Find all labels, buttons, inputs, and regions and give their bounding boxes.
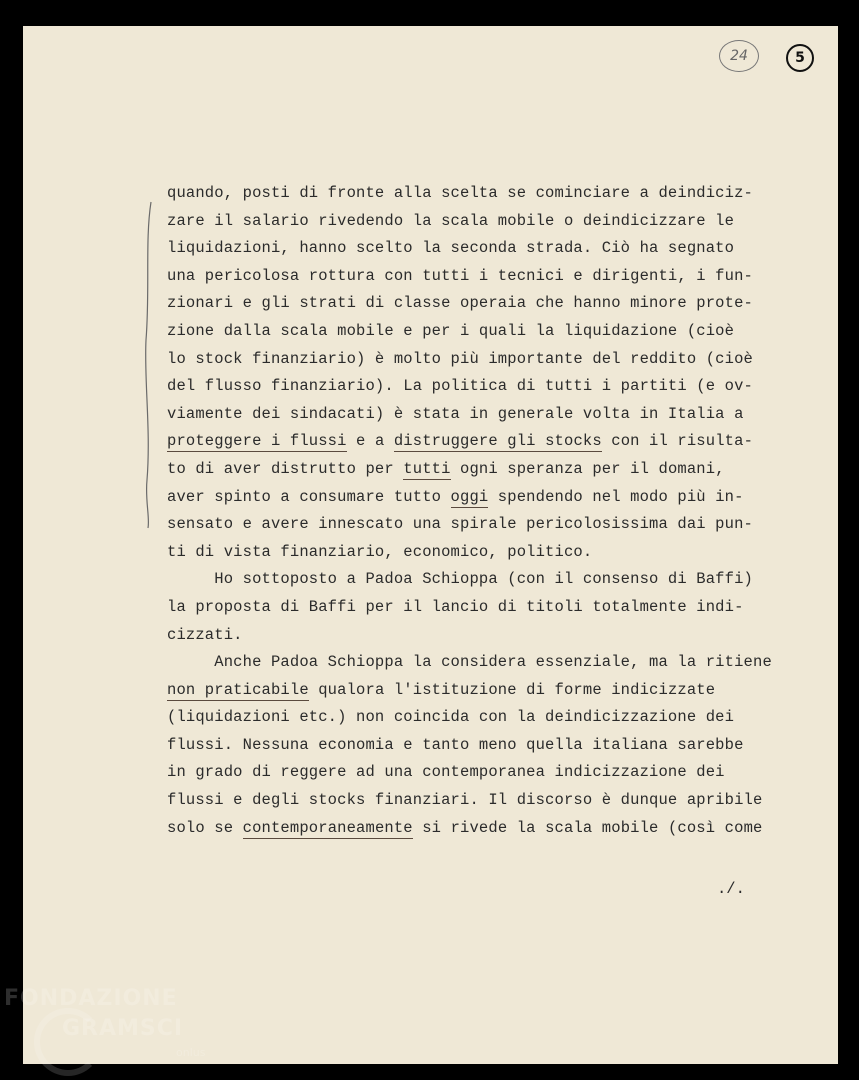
underlined-phrase: proteggere i flussi [167, 432, 347, 451]
text-line [167, 594, 777, 622]
watermark-line-1: FONDAZIONE [4, 986, 178, 1011]
underlined-phrase: contemporaneamente [242, 818, 413, 837]
text-segment: zare il salario rivedendo la scala mobile o deindicizzare le [167, 211, 735, 230]
underlined-phrase: non praticabile [167, 680, 309, 699]
text-line [167, 373, 777, 401]
margin-bracket-mark [142, 200, 152, 530]
text-line [167, 649, 777, 677]
text-segment: ti di vista finanziario, economico, politico. [167, 542, 593, 561]
text-line [167, 180, 777, 208]
text-segment: Ho sottoposto a Padoa Schioppa (con il consenso di Baffi) [167, 570, 753, 589]
text-line [167, 318, 777, 346]
text-line [167, 677, 777, 705]
underlined-phrase: distruggere gli stocks [393, 432, 602, 451]
continuation-mark: ./. [717, 880, 745, 898]
text-line [167, 566, 777, 594]
text-segment: aver spinto a consumare tutto [167, 487, 451, 506]
text-line [167, 263, 777, 291]
text-segment: quando, posti di fronte alla scelta se cominciare a deindiciz- [167, 184, 753, 202]
text-segment: in grado di reggere ad una contemporanea indicizzazione dei [167, 763, 725, 782]
text-line [167, 815, 777, 843]
text-line [167, 539, 777, 567]
text-line [167, 401, 777, 429]
text-segment: liquidazioni, hanno scelto la seconda strada. Ciò ha segnato [167, 239, 735, 258]
text-segment: la proposta di Baffi per il lancio di titoli totalmente indi- [167, 597, 744, 616]
text-segment: zione dalla scala mobile e per i quali la liquidazione (cioè [167, 321, 735, 340]
text-line [167, 511, 777, 539]
document-page-number: 5 [786, 44, 814, 72]
text-segment: (liquidazioni etc.) non coincida con la deindicizzazione dei [167, 708, 735, 727]
typed-body-text [167, 180, 777, 842]
text-segment: flussi. Nessuna economia e tanto meno quella italiana sarebbe [167, 735, 744, 754]
text-line [167, 456, 777, 484]
text-line [167, 484, 777, 512]
text-line [167, 759, 777, 787]
text-segment: del flusso finanziario). La politica di tutti i partiti (e ov- [167, 377, 753, 396]
text-line [167, 704, 777, 732]
watermark-line-2: GRAMSCI [62, 1016, 184, 1041]
text-line [167, 732, 777, 760]
archive-page-number: 24 [719, 40, 759, 72]
underlined-phrase: oggi [450, 487, 489, 506]
text-segment: viamente dei sindacati) è stata in generale volta in Italia a [167, 404, 744, 423]
text-segment: una pericolosa rottura con tutti i tecnici e dirigenti, i fun- [167, 266, 753, 285]
text-line [167, 290, 777, 318]
text-line [167, 208, 777, 236]
underlined-phrase: tutti [403, 459, 451, 478]
text-line [167, 346, 777, 374]
text-segment: to di aver distrutto per [167, 459, 404, 478]
text-segment: ogni speranza per il domani, [450, 459, 725, 478]
text-segment: con il risulta- [601, 432, 754, 451]
text-segment: zionari e gli strati di classe operaia che hanno minore prote- [167, 294, 753, 313]
text-segment: solo se [167, 818, 243, 837]
text-segment: e a [346, 432, 394, 451]
text-segment: spendendo nel modo più in- [488, 487, 744, 506]
text-segment: sensato e avere innescato una spirale pericolosissima dai pun- [167, 515, 753, 534]
watermark-line-3: onlus [176, 1046, 206, 1059]
text-line [167, 787, 777, 815]
text-segment: Anche Padoa Schioppa la considera essenziale, ma la ritiene [167, 653, 772, 672]
text-segment: qualora l'istituzione di forme indicizzate [308, 680, 716, 699]
text-segment: lo stock finanziario) è molto più importante del reddito (cioè [167, 349, 753, 368]
text-line [167, 235, 777, 263]
text-line [167, 428, 777, 456]
archive-watermark [4, 986, 219, 1080]
text-segment: si rivede la scala mobile (così come [412, 818, 763, 837]
text-segment: flussi e degli stocks finanziari. Il discorso è dunque apribile [167, 791, 763, 810]
text-segment: cizzati. [167, 625, 243, 644]
text-line [167, 622, 777, 650]
